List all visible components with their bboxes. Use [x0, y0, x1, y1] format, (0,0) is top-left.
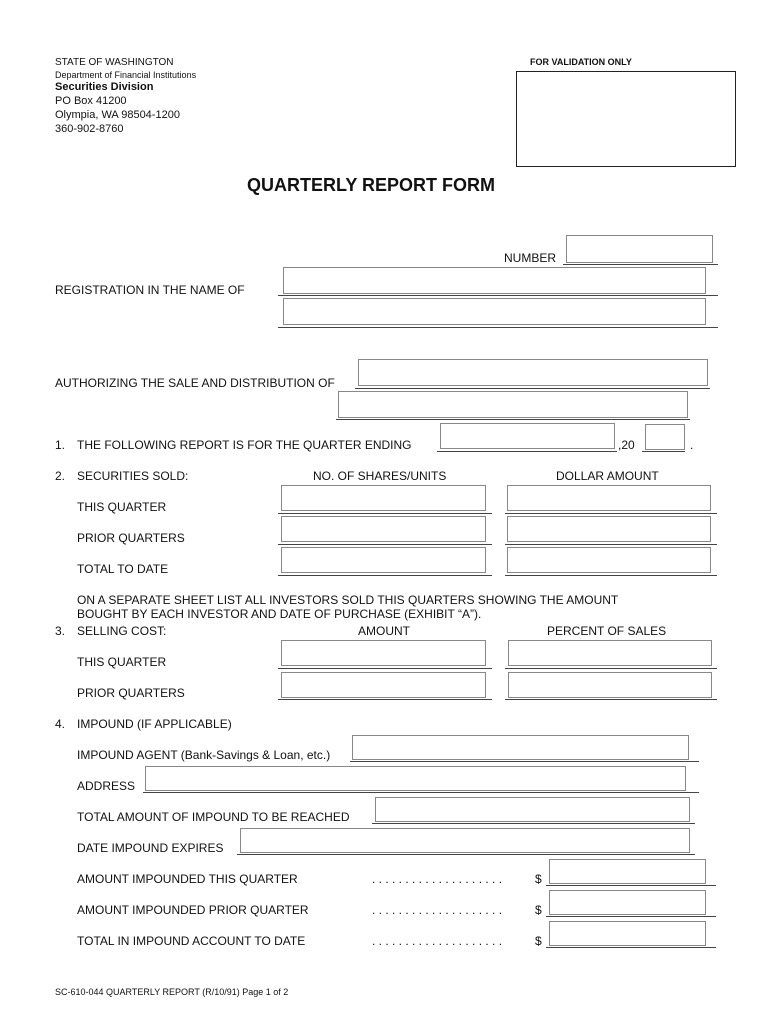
po-box: PO Box 41200: [55, 95, 127, 107]
selling-this-percent-field[interactable]: [508, 640, 712, 666]
registration-underline-1: [278, 295, 718, 296]
dollar-column-header: DOLLAR AMOUNT: [556, 469, 659, 483]
impound-agent-underline: [350, 761, 699, 762]
securities-total-dollar-underline: [505, 575, 717, 576]
department-name: Department of Financial Institutions: [55, 70, 197, 80]
securities-prior-dollar-field[interactable]: [507, 516, 711, 542]
item3-number: 3.: [55, 624, 66, 638]
selling-prior-percent-underline: [505, 699, 717, 700]
registration-underline-2: [278, 327, 718, 328]
date-impound-expires-field[interactable]: [240, 828, 690, 853]
authorizing-field-1[interactable]: [358, 359, 708, 386]
registration-field-1[interactable]: [283, 267, 706, 294]
year-prefix: ,20: [618, 438, 635, 452]
impounded-prior-quarter-dots: . . . . . . . . . . . . . . . . . . . .: [372, 903, 503, 917]
division-name: Securities Division: [55, 81, 154, 93]
percent-column-header: PERCENT OF SALES: [547, 624, 667, 638]
selling-this-quarter-label: THIS QUARTER: [77, 655, 167, 669]
investor-note-line-1: ON A SEPARATE SHEET LIST ALL INVESTORS SOLD THIS QUARTERS SHOWING THE AMOUNT: [77, 593, 619, 607]
total-impound-account-underline: [546, 947, 716, 948]
impounded-this-quarter-label: AMOUNT IMPOUNDED THIS QUARTER: [77, 872, 298, 886]
total-impound-reached-label: TOTAL AMOUNT OF IMPOUND TO BE REACHED: [77, 810, 350, 824]
year-field[interactable]: [645, 424, 685, 450]
amount-column-header: AMOUNT: [358, 624, 410, 638]
number-underline: [563, 264, 718, 265]
address-underline: [143, 792, 699, 793]
item3-label: SELLING COST:: [77, 624, 167, 638]
impound-agent-field[interactable]: [352, 735, 689, 760]
item4-number: 4.: [55, 717, 66, 731]
number-label: NUMBER: [504, 251, 557, 265]
selling-this-amount-field[interactable]: [281, 640, 486, 666]
item1-number: 1.: [55, 438, 66, 452]
form-title: QUARTERLY REPORT FORM: [247, 175, 496, 195]
validation-label: FOR VALIDATION ONLY: [530, 57, 632, 67]
securities-prior-shares-field[interactable]: [281, 516, 486, 542]
date-impound-expires-underline: [237, 854, 695, 855]
validation-box: [516, 71, 736, 167]
investor-note-line-2: BOUGHT BY EACH INVESTOR AND DATE OF PURCHASE (EXHIBIT “A”).: [77, 607, 482, 621]
item2-label: SECURITIES SOLD:: [77, 469, 189, 483]
impounded-this-quarter-field[interactable]: [549, 859, 706, 884]
total-impound-reached-underline: [372, 823, 695, 824]
registration-field-2[interactable]: [283, 298, 706, 325]
total-impound-account-dots: . . . . . . . . . . . . . . . . . . . .: [372, 934, 503, 948]
securities-this-dollar-underline: [505, 513, 717, 514]
selling-prior-amount-underline: [278, 699, 492, 700]
city-address: Olympia, WA 98504-1200: [55, 109, 180, 121]
total-impound-account-field[interactable]: [549, 921, 706, 946]
securities-prior-shares-underline: [278, 544, 492, 545]
securities-this-dollar-field[interactable]: [507, 485, 711, 511]
impounded-this-quarter-dots: . . . . . . . . . . . . . . . . . . . .: [372, 872, 503, 886]
securities-total-dollar-field[interactable]: [507, 547, 711, 573]
authorizing-underline-1: [355, 388, 710, 389]
address-label: ADDRESS: [77, 779, 136, 793]
securities-total-shares-field[interactable]: [281, 547, 486, 573]
impounded-this-quarter-underline: [546, 885, 716, 886]
securities-total-label: TOTAL TO DATE: [77, 562, 169, 576]
authorizing-underline-2: [336, 419, 690, 420]
impounded-this-quarter-dollar: $: [535, 872, 542, 886]
quarter-ending-underline: [437, 451, 617, 452]
item1-label: THE FOLLOWING REPORT IS FOR THE QUARTER ENDING: [77, 438, 412, 452]
registration-label: REGISTRATION IN THE NAME OF: [55, 283, 245, 297]
authorizing-label: AUTHORIZING THE SALE AND DISTRIBUTION OF: [55, 376, 335, 390]
shares-column-header: NO. OF SHARES/UNITS: [313, 469, 447, 483]
impounded-prior-quarter-dollar: $: [535, 903, 542, 917]
selling-this-amount-underline: [278, 668, 492, 669]
securities-this-quarter-label: THIS QUARTER: [77, 500, 167, 514]
securities-total-shares-underline: [278, 575, 492, 576]
date-impound-expires-label: DATE IMPOUND EXPIRES: [77, 841, 224, 855]
item2-number: 2.: [55, 469, 66, 483]
total-impound-account-dollar: $: [535, 934, 542, 948]
year-underline: [642, 451, 685, 452]
selling-prior-amount-field[interactable]: [281, 672, 486, 698]
total-impound-account-label: TOTAL IN IMPOUND ACCOUNT TO DATE: [77, 934, 306, 948]
impounded-prior-quarter-underline: [546, 916, 716, 917]
state-name: STATE OF WASHINGTON: [55, 57, 174, 68]
securities-prior-dollar-underline: [505, 544, 717, 545]
phone-number: 360-902-8760: [55, 123, 124, 135]
selling-prior-percent-field[interactable]: [508, 672, 712, 698]
item1-period: .: [690, 438, 694, 452]
selling-this-percent-underline: [505, 668, 717, 669]
impounded-prior-quarter-field[interactable]: [549, 890, 706, 915]
securities-this-shares-field[interactable]: [281, 485, 486, 511]
authorizing-field-2[interactable]: [338, 391, 688, 418]
number-field[interactable]: [566, 235, 713, 263]
total-impound-reached-field[interactable]: [375, 797, 690, 822]
impounded-prior-quarter-label: AMOUNT IMPOUNDED PRIOR QUARTER: [77, 903, 309, 917]
securities-prior-quarters-label: PRIOR QUARTERS: [77, 531, 185, 545]
impound-agent-label: IMPOUND AGENT (Bank-Savings & Loan, etc.): [77, 748, 331, 762]
quarter-ending-field[interactable]: [440, 423, 615, 449]
address-field[interactable]: [145, 766, 686, 791]
selling-prior-quarters-label: PRIOR QUARTERS: [77, 686, 185, 700]
form-footer: SC-610-044 QUARTERLY REPORT (R/10/91) Page 1 of 2: [55, 987, 289, 997]
item4-label: IMPOUND (IF APPLICABLE): [77, 717, 232, 731]
securities-this-shares-underline: [278, 513, 492, 514]
